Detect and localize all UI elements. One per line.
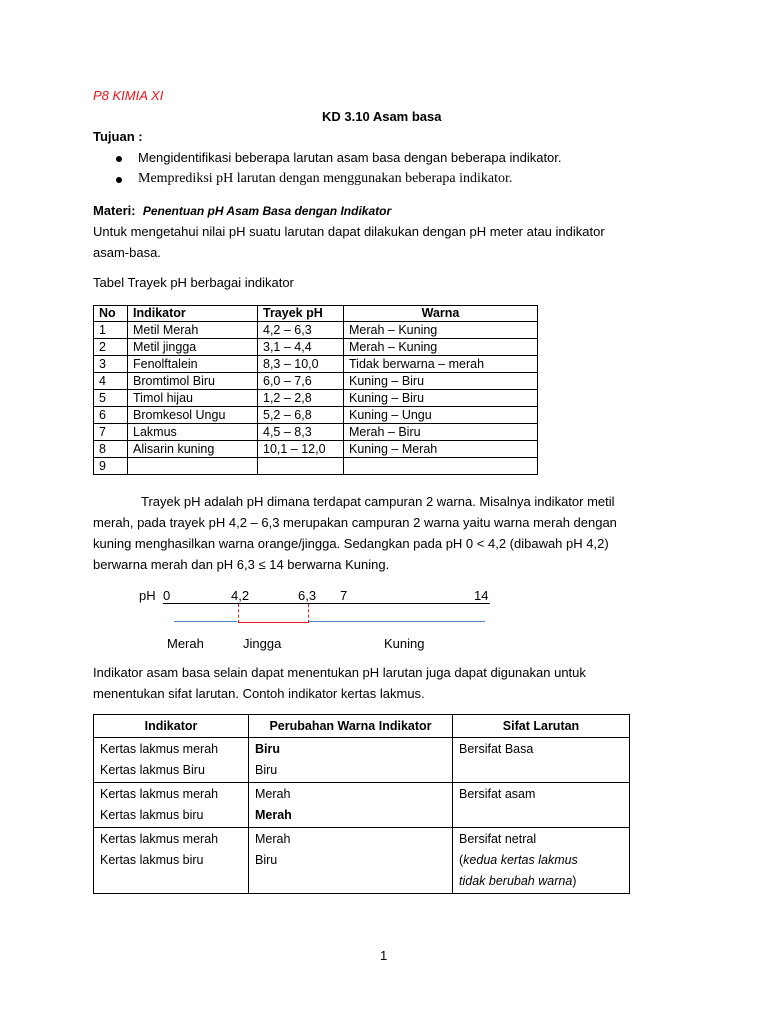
cell-warna: Merah – Kuning — [344, 322, 538, 339]
cell-no: 8 — [94, 441, 128, 458]
explanation-line: kuning menghasilkan warna orange/jingga. Sedangkan pada pH 0 < 4,2 (dibawah pH 4,2) — [93, 536, 609, 551]
cell-warna — [344, 458, 538, 475]
explanation-line: merah, pada trayek pH 4,2 – 6,3 merupakan campuran 2 warna yaitu warna merah dengan — [93, 515, 617, 530]
page-number: 1 — [380, 948, 388, 963]
table-row — [94, 407, 538, 424]
column-header: Trayek pH — [258, 306, 344, 322]
column-header: Sifat Larutan — [453, 715, 630, 738]
range-label-merah: Merah — [167, 636, 204, 651]
column-header: Warna — [344, 306, 538, 322]
table-row — [94, 828, 630, 894]
cell-warna: Merah – Kuning — [344, 339, 538, 356]
table-row — [94, 458, 538, 475]
cell-no: 9 — [94, 458, 128, 475]
cell-warna: Tidak berwarna – merah — [344, 356, 538, 373]
ph-tick-label: 6,3 — [298, 588, 317, 603]
materi-label: Materi: — [93, 203, 136, 218]
table-row — [94, 339, 538, 356]
cell-no: 2 — [94, 339, 128, 356]
cell-indikator: Alisarin kuning — [128, 441, 258, 458]
cell-indikator: Kertas lakmus merah Kertas lakmus Biru — [94, 738, 249, 783]
cell-trayek: 4,5 – 8,3 — [258, 424, 344, 441]
table-row — [94, 424, 538, 441]
litmus-table — [93, 714, 630, 894]
cell-trayek: 8,3 – 10,0 — [258, 356, 344, 373]
explanation-line: berwarna merah dan pH 6,3 ≤ 14 berwarna Kuning. — [93, 557, 390, 572]
column-header: No — [94, 306, 128, 322]
cell-trayek: 4,2 – 6,3 — [258, 322, 344, 339]
tujuan-label: Tujuan : — [93, 129, 143, 144]
ph-range-table — [93, 305, 538, 475]
cell-trayek: 1,2 – 2,8 — [258, 390, 344, 407]
tujuan-item: Mengidentifikasi beberapa larutan asam basa dengan beberapa indikator. — [114, 150, 562, 171]
table-row — [94, 373, 538, 390]
ph-tick-label: 7 — [340, 588, 348, 603]
cell-indikator: Metil Merah — [128, 322, 258, 339]
cell-indikator: Fenolftalein — [128, 356, 258, 373]
table-header-row — [94, 715, 630, 738]
ph-prefix: pH — [139, 588, 156, 603]
cell-perubahan: Merah Biru — [249, 828, 453, 894]
column-header: Indikator — [94, 715, 249, 738]
cell-no: 1 — [94, 322, 128, 339]
materi-heading — [93, 203, 391, 218]
ph-tick-label: 4,2 — [231, 588, 250, 603]
cell-sifat: Bersifat netral (kedua kertas lakmus tidak berubah warna) — [453, 828, 630, 894]
cell-perubahan: Merah Merah — [249, 783, 453, 828]
cell-no: 5 — [94, 390, 128, 407]
cell-warna: Merah – Biru — [344, 424, 538, 441]
cell-trayek: 6,0 – 7,6 — [258, 373, 344, 390]
cell-indikator: Bromkesol Ungu — [128, 407, 258, 424]
column-header: Indikator — [128, 306, 258, 322]
lakmus-line: menentukan sifat larutan. Contoh indikator kertas lakmus. — [93, 686, 425, 701]
cell-trayek: 5,2 – 6,8 — [258, 407, 344, 424]
cell-indikator: Kertas lakmus merah Kertas lakmus biru — [94, 828, 249, 894]
table-row — [94, 356, 538, 373]
page-title: KD 3.10 Asam basa — [322, 109, 442, 124]
bullet-icon — [116, 156, 122, 162]
table-row — [94, 441, 538, 458]
cell-indikator: Timol hijau — [128, 390, 258, 407]
kuning-range-line — [309, 621, 485, 622]
lakmus-line: Indikator asam basa selain dapat menentukan pH larutan juga dapat digunakan untuk — [93, 665, 586, 680]
tujuan-list — [114, 150, 562, 192]
sifat-note: tidak berubah warna) — [459, 874, 577, 888]
cell-sifat: Bersifat Basa — [453, 738, 630, 783]
cell-perubahan: Biru Biru — [249, 738, 453, 783]
column-header: Perubahan Warna Indikator — [249, 715, 453, 738]
ph-tick-label: 0 — [163, 588, 171, 603]
range-label-kuning: Kuning — [384, 636, 425, 651]
cell-no: 3 — [94, 356, 128, 373]
ph-tick-label: 14 — [474, 588, 489, 603]
jingga-range-bracket — [238, 604, 309, 623]
class-label: P8 KIMIA XI — [93, 88, 164, 103]
ph-axis-line — [163, 603, 490, 604]
table-row — [94, 783, 630, 828]
table-row — [94, 738, 630, 783]
cell-trayek: 3,1 – 4,4 — [258, 339, 344, 356]
cell-indikator: Bromtimol Biru — [128, 373, 258, 390]
cell-indikator: Lakmus — [128, 424, 258, 441]
cell-trayek: 10,1 – 12,0 — [258, 441, 344, 458]
materi-topic: Penentuan pH Asam Basa dengan Indikator — [142, 204, 392, 218]
cell-no: 7 — [94, 424, 128, 441]
bullet-icon — [116, 177, 122, 183]
merah-range-line — [174, 621, 237, 622]
table1-caption: Tabel Trayek pH berbagai indikator — [93, 275, 294, 290]
table-header-row — [94, 306, 538, 322]
explanation-line: Trayek pH adalah pH dimana terdapat campuran 2 warna. Misalnya indikator metil — [141, 494, 615, 509]
cell-indikator: Metil jingga — [128, 339, 258, 356]
cell-warna: Kuning – Merah — [344, 441, 538, 458]
range-label-jingga: Jingga — [243, 636, 282, 651]
cell-warna: Kuning – Ungu — [344, 407, 538, 424]
cell-warna: Kuning – Biru — [344, 390, 538, 407]
intro-line: asam-basa. — [93, 245, 161, 260]
sifat-note: (kedua kertas lakmus — [459, 853, 578, 867]
table-row — [94, 390, 538, 407]
tujuan-item: Memprediksi pH larutan dengan menggunakan beberapa indikator. — [114, 171, 562, 192]
cell-warna: Kuning – Biru — [344, 373, 538, 390]
intro-line: Untuk mengetahui nilai pH suatu larutan dapat dilakukan dengan pH meter atau indikator — [93, 224, 605, 239]
table-row — [94, 322, 538, 339]
cell-no: 6 — [94, 407, 128, 424]
cell-trayek — [258, 458, 344, 475]
cell-indikator: Kertas lakmus merah Kertas lakmus biru — [94, 783, 249, 828]
cell-indikator — [128, 458, 258, 475]
cell-sifat: Bersifat asam — [453, 783, 630, 828]
cell-no: 4 — [94, 373, 128, 390]
